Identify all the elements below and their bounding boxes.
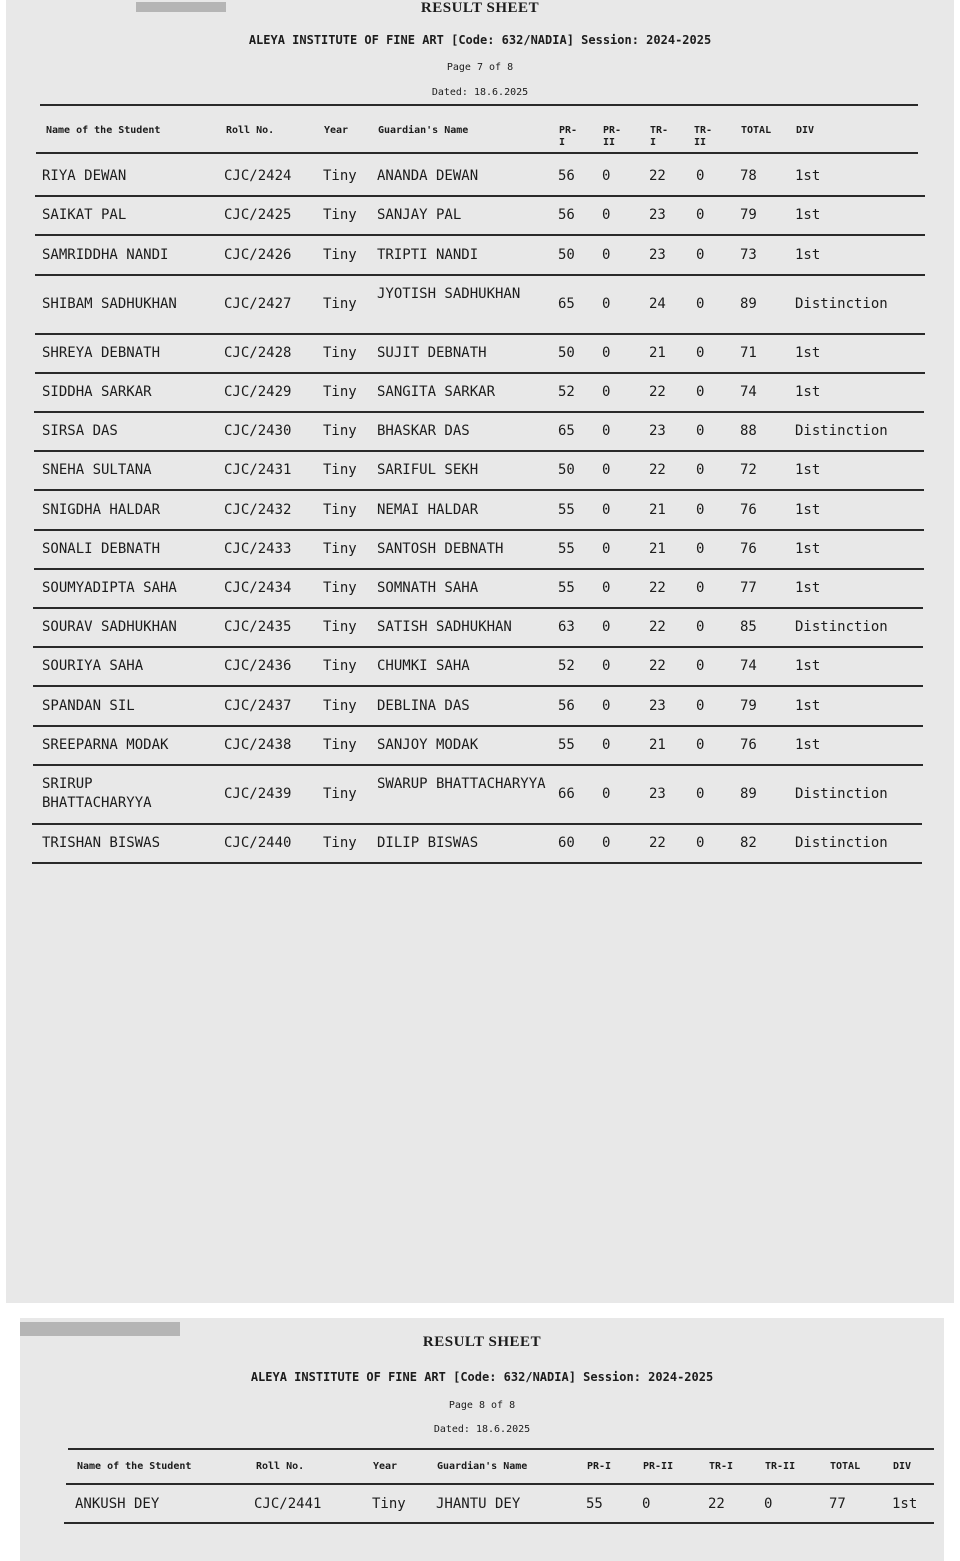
pr1-cell: 66 xyxy=(558,785,575,802)
header-div: DIV xyxy=(796,125,815,136)
roll-no-cell: CJC/2425 xyxy=(224,207,292,224)
div-cell: 1st xyxy=(795,540,821,557)
year-cell: Tiny xyxy=(323,246,357,263)
div-cell: 1st xyxy=(795,462,821,479)
row-divider xyxy=(35,274,925,276)
row-divider xyxy=(36,152,918,154)
tr1-cell: 24 xyxy=(649,295,666,312)
pr1-cell: 55 xyxy=(586,1496,603,1512)
tr2-cell: 0 xyxy=(696,168,705,185)
total-cell: 89 xyxy=(740,785,757,802)
header-tr2: TR- II xyxy=(694,125,713,148)
pr2-cell: 0 xyxy=(602,207,611,224)
row-divider xyxy=(35,333,925,335)
tr2-cell: 0 xyxy=(696,383,705,400)
pr1-cell: 65 xyxy=(558,295,575,312)
pr1-cell: 55 xyxy=(558,501,575,518)
header-tr1: TR-I xyxy=(709,1461,734,1472)
roll-no-cell: CJC/2424 xyxy=(224,168,292,185)
guardian-name-cell: JYOTISH SADHUKHAN xyxy=(377,285,521,302)
tr1-cell: 22 xyxy=(649,658,666,675)
tr2-cell: 0 xyxy=(696,736,705,753)
roll-no-cell: CJC/2426 xyxy=(224,246,292,263)
tr2-cell: 0 xyxy=(696,579,705,596)
div-cell: 1st xyxy=(795,168,821,185)
total-cell: 88 xyxy=(740,423,757,440)
row-divider xyxy=(33,685,923,687)
div-cell: 1st xyxy=(892,1496,918,1512)
pr2-cell: 0 xyxy=(602,501,611,518)
student-name-cell: SOURAV SADHUKHAN xyxy=(42,619,177,636)
pr1-cell: 60 xyxy=(558,834,575,851)
div-cell: 1st xyxy=(795,658,821,675)
div-cell: 1st xyxy=(795,246,821,263)
guardian-name-cell: SANJOY MODAK xyxy=(377,736,479,753)
tr1-cell: 22 xyxy=(649,383,666,400)
pr1-cell: 52 xyxy=(558,658,575,675)
student-name-cell: SPANDAN SIL xyxy=(42,697,135,714)
div-cell: Distinction xyxy=(795,423,888,440)
roll-no-cell: CJC/2432 xyxy=(224,501,292,518)
header-pr1: PR- I xyxy=(559,125,578,148)
pr2-cell: 0 xyxy=(602,295,611,312)
guardian-name-cell: SATISH SADHUKHAN xyxy=(377,619,512,636)
year-cell: Tiny xyxy=(323,462,357,479)
header-guardian: Guardian's Name xyxy=(437,1461,528,1472)
roll-no-cell: CJC/2435 xyxy=(224,619,292,636)
row-divider xyxy=(33,725,923,727)
guardian-name-cell: SOMNATH SAHA xyxy=(377,579,479,596)
div-cell: 1st xyxy=(795,736,821,753)
total-cell: 76 xyxy=(740,736,757,753)
pr2-cell: 0 xyxy=(602,619,611,636)
tr1-cell: 21 xyxy=(649,344,666,361)
guardian-name-cell: NEMAI HALDAR xyxy=(377,501,479,518)
total-cell: 72 xyxy=(740,462,757,479)
row-divider xyxy=(34,450,924,452)
div-cell: Distinction xyxy=(795,834,888,851)
roll-no-cell: CJC/2427 xyxy=(224,295,292,312)
guardian-name-cell: SUJIT DEBNATH xyxy=(377,344,487,361)
row-divider xyxy=(68,1448,934,1450)
div-cell: Distinction xyxy=(795,295,888,312)
div-cell: 1st xyxy=(795,579,821,596)
pr2-cell: 0 xyxy=(602,423,611,440)
student-name-cell: SIRSA DAS xyxy=(42,423,118,440)
guardian-name-cell: JHANTU DEY xyxy=(436,1496,521,1512)
row-divider xyxy=(34,411,924,413)
header-roll-no: Roll No. xyxy=(226,125,275,136)
year-cell: Tiny xyxy=(323,344,357,361)
row-divider xyxy=(34,568,924,570)
guardian-name-cell: BHASKAR DAS xyxy=(377,423,470,440)
year-cell: Tiny xyxy=(323,834,357,851)
student-name-cell: ANKUSH DEY xyxy=(75,1496,160,1512)
guardian-name-cell: CHUMKI SAHA xyxy=(377,658,470,675)
tr1-cell: 21 xyxy=(649,736,666,753)
year-cell: Tiny xyxy=(323,423,357,440)
div-cell: 1st xyxy=(795,207,821,224)
row-divider xyxy=(33,607,923,609)
tr2-cell: 0 xyxy=(764,1496,773,1512)
total-cell: 74 xyxy=(740,658,757,675)
header-tr1: TR- I xyxy=(650,125,669,148)
pr1-cell: 50 xyxy=(558,344,575,361)
total-cell: 73 xyxy=(740,246,757,263)
tr2-cell: 0 xyxy=(696,834,705,851)
student-name-cell: SOURIYA SAHA xyxy=(42,658,144,675)
tr1-cell: 22 xyxy=(649,619,666,636)
year-cell: Tiny xyxy=(323,579,357,596)
total-cell: 77 xyxy=(740,579,757,596)
student-name-cell: SRIRUP BHATTACHARYYA xyxy=(42,775,152,811)
pr1-cell: 56 xyxy=(558,697,575,714)
total-cell: 77 xyxy=(829,1496,846,1512)
page-number: Page 8 of 8 xyxy=(448,1400,516,1411)
tr2-cell: 0 xyxy=(696,423,705,440)
row-divider xyxy=(32,862,922,864)
div-cell: Distinction xyxy=(795,785,888,802)
total-cell: 78 xyxy=(740,168,757,185)
tr2-cell: 0 xyxy=(696,207,705,224)
guardian-name-cell: SWARUP BHATTACHARYYA xyxy=(377,775,546,792)
header-year: Year xyxy=(373,1461,398,1472)
tr2-cell: 0 xyxy=(696,619,705,636)
year-cell: Tiny xyxy=(323,736,357,753)
pr1-cell: 56 xyxy=(558,207,575,224)
pr1-cell: 55 xyxy=(558,540,575,557)
pr2-cell: 0 xyxy=(602,344,611,361)
tr1-cell: 23 xyxy=(649,423,666,440)
total-cell: 76 xyxy=(740,501,757,518)
student-name-cell: SIDDHA SARKAR xyxy=(42,383,152,400)
row-divider xyxy=(64,1522,934,1524)
header-total: TOTAL xyxy=(741,125,772,136)
guardian-name-cell: TRIPTI NANDI xyxy=(377,246,479,263)
total-cell: 74 xyxy=(740,383,757,400)
header-total: TOTAL xyxy=(830,1461,861,1472)
guardian-name-cell: SARIFUL SEKH xyxy=(377,462,479,479)
total-cell: 89 xyxy=(740,295,757,312)
tr1-cell: 23 xyxy=(649,246,666,263)
header-pr2: PR- II xyxy=(603,125,622,148)
student-name-cell: SONALI DEBNATH xyxy=(42,540,161,557)
pr2-cell: 0 xyxy=(602,383,611,400)
tr1-cell: 23 xyxy=(649,697,666,714)
row-divider xyxy=(34,489,924,491)
pr2-cell: 0 xyxy=(602,246,611,263)
tr2-cell: 0 xyxy=(696,344,705,361)
tr2-cell: 0 xyxy=(696,295,705,312)
total-cell: 79 xyxy=(740,697,757,714)
year-cell: Tiny xyxy=(323,295,357,312)
pr2-cell: 0 xyxy=(602,540,611,557)
student-name-cell: TRISHAN BISWAS xyxy=(42,834,161,851)
roll-no-cell: CJC/2437 xyxy=(224,697,292,714)
tr2-cell: 0 xyxy=(696,462,705,479)
pr1-cell: 55 xyxy=(558,579,575,596)
pr2-cell: 0 xyxy=(602,834,611,851)
pr2-cell: 0 xyxy=(602,658,611,675)
total-cell: 76 xyxy=(740,540,757,557)
pr1-cell: 56 xyxy=(558,168,575,185)
tr2-cell: 0 xyxy=(696,658,705,675)
tr1-cell: 22 xyxy=(649,834,666,851)
sheet-title: RESULT SHEET xyxy=(422,1334,542,1350)
pr1-cell: 50 xyxy=(558,462,575,479)
guardian-name-cell: SANGITA SARKAR xyxy=(377,383,496,400)
pr2-cell: 0 xyxy=(602,168,611,185)
row-divider xyxy=(35,234,925,236)
student-name-cell: SOUMYADIPTA SAHA xyxy=(42,579,177,596)
dated-line: Dated: 18.6.2025 xyxy=(433,1424,531,1435)
tr2-cell: 0 xyxy=(696,246,705,263)
row-divider xyxy=(32,823,922,825)
roll-no-cell: CJC/2430 xyxy=(224,423,292,440)
header-roll-no: Roll No. xyxy=(256,1461,305,1472)
result-sheet-page-7 xyxy=(6,0,954,1303)
total-cell: 71 xyxy=(740,344,757,361)
student-name-cell: SHREYA DEBNATH xyxy=(42,344,161,361)
header-name: Name of the Student xyxy=(77,1461,192,1472)
row-divider xyxy=(40,104,918,106)
pr1-cell: 52 xyxy=(558,383,575,400)
student-name-cell: SHIBAM SADHUKHAN xyxy=(42,295,177,312)
student-name-cell: SAIKAT PAL xyxy=(42,207,127,224)
year-cell: Tiny xyxy=(323,697,357,714)
pr1-cell: 50 xyxy=(558,246,575,263)
pr1-cell: 63 xyxy=(558,619,575,636)
header-pr1: PR-I xyxy=(587,1461,612,1472)
tr1-cell: 21 xyxy=(649,540,666,557)
tr2-cell: 0 xyxy=(696,501,705,518)
tr2-cell: 0 xyxy=(696,540,705,557)
header-guardian: Guardian's Name xyxy=(378,125,469,136)
header-name: Name of the Student xyxy=(46,125,161,136)
tr2-cell: 0 xyxy=(696,785,705,802)
div-cell: 1st xyxy=(795,344,821,361)
tr2-cell: 0 xyxy=(696,697,705,714)
roll-no-cell: CJC/2431 xyxy=(224,462,292,479)
roll-no-cell: CJC/2429 xyxy=(224,383,292,400)
row-divider xyxy=(35,195,925,197)
year-cell: Tiny xyxy=(323,207,357,224)
div-cell: 1st xyxy=(795,697,821,714)
tr1-cell: 23 xyxy=(649,785,666,802)
roll-no-cell: CJC/2440 xyxy=(224,834,292,851)
header-pr2: PR-II xyxy=(643,1461,674,1472)
guardian-name-cell: SANTOSH DEBNATH xyxy=(377,540,504,557)
year-cell: Tiny xyxy=(323,168,357,185)
sheet-title: RESULT SHEET xyxy=(420,0,540,16)
guardian-name-cell: DEBLINA DAS xyxy=(377,697,470,714)
student-name-cell: SNIGDHA HALDAR xyxy=(42,501,161,518)
year-cell: Tiny xyxy=(372,1496,406,1512)
pr2-cell: 0 xyxy=(602,697,611,714)
div-cell: 1st xyxy=(795,501,821,518)
tr1-cell: 22 xyxy=(649,579,666,596)
institute-line: ALEYA INSTITUTE OF FINE ART [Code: 632/NADIA] Session: 2024-2025 xyxy=(250,1370,714,1384)
roll-no-cell: CJC/2441 xyxy=(254,1496,322,1512)
pr1-cell: 65 xyxy=(558,423,575,440)
institute-line: ALEYA INSTITUTE OF FINE ART [Code: 632/NADIA] Session: 2024-2025 xyxy=(248,33,712,47)
tr1-cell: 22 xyxy=(708,1496,725,1512)
tr1-cell: 22 xyxy=(649,168,666,185)
row-divider xyxy=(33,764,923,766)
roll-no-cell: CJC/2433 xyxy=(224,540,292,557)
pr2-cell: 0 xyxy=(602,736,611,753)
pr2-cell: 0 xyxy=(602,579,611,596)
row-divider xyxy=(35,372,925,374)
roll-no-cell: CJC/2436 xyxy=(224,658,292,675)
guardian-name-cell: ANANDA DEWAN xyxy=(377,168,479,185)
year-cell: Tiny xyxy=(323,658,357,675)
header-div: DIV xyxy=(893,1461,912,1472)
tr1-cell: 23 xyxy=(649,207,666,224)
pr2-cell: 0 xyxy=(602,462,611,479)
header-year: Year xyxy=(324,125,349,136)
year-cell: Tiny xyxy=(323,785,357,802)
total-cell: 85 xyxy=(740,619,757,636)
roll-no-cell: CJC/2434 xyxy=(224,579,292,596)
student-name-cell: RIYA DEWAN xyxy=(42,168,127,185)
page-number: Page 7 of 8 xyxy=(446,62,514,73)
dated-line: Dated: 18.6.2025 xyxy=(431,87,529,98)
pr2-cell: 0 xyxy=(642,1496,651,1512)
row-divider xyxy=(33,646,923,648)
tr1-cell: 22 xyxy=(649,462,666,479)
year-cell: Tiny xyxy=(323,619,357,636)
div-cell: Distinction xyxy=(795,619,888,636)
roll-no-cell: CJC/2438 xyxy=(224,736,292,753)
student-name-cell: SAMRIDDHA NANDI xyxy=(42,246,169,263)
header-tr2: TR-II xyxy=(765,1461,796,1472)
row-divider xyxy=(34,529,924,531)
div-cell: 1st xyxy=(795,383,821,400)
pr1-cell: 55 xyxy=(558,736,575,753)
total-cell: 82 xyxy=(740,834,757,851)
year-cell: Tiny xyxy=(323,540,357,557)
tr1-cell: 21 xyxy=(649,501,666,518)
guardian-name-cell: DILIP BISWAS xyxy=(377,834,479,851)
year-cell: Tiny xyxy=(323,383,357,400)
year-cell: Tiny xyxy=(323,501,357,518)
student-name-cell: SREEPARNA MODAK xyxy=(42,736,169,753)
result-sheet-page-8 xyxy=(20,1318,944,1561)
guardian-name-cell: SANJAY PAL xyxy=(377,207,462,224)
row-divider xyxy=(66,1483,934,1485)
total-cell: 79 xyxy=(740,207,757,224)
student-name-cell: SNEHA SULTANA xyxy=(42,462,152,479)
pr2-cell: 0 xyxy=(602,785,611,802)
roll-no-cell: CJC/2439 xyxy=(224,785,292,802)
roll-no-cell: CJC/2428 xyxy=(224,344,292,361)
